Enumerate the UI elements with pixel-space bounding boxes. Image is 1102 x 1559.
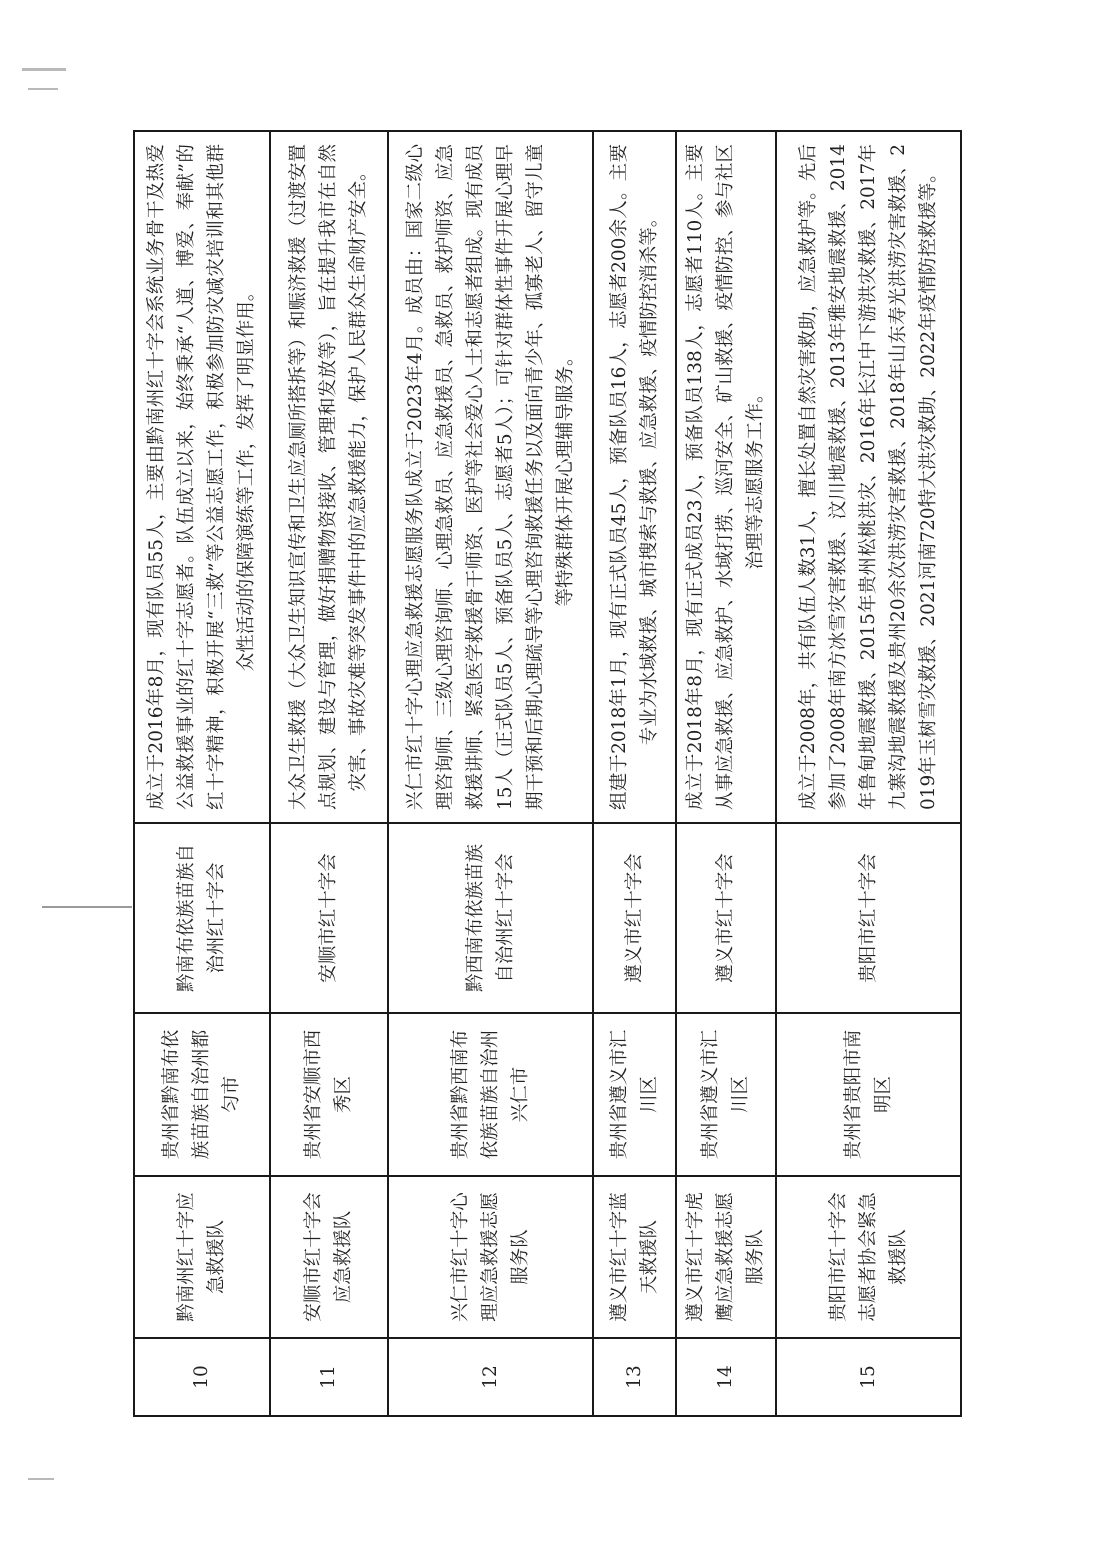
rescue-team-table bbox=[133, 130, 962, 1417]
row-number: 10 bbox=[134, 1338, 270, 1416]
team-location: 贵州省黔西南布依族苗族自治州兴仁市 bbox=[388, 1013, 593, 1176]
scan-mark-side bbox=[42, 906, 132, 908]
team-name: 黔南州红十字应急救援队 bbox=[134, 1176, 270, 1338]
team-location: 贵州省黔南布依族苗族自治州都匀市 bbox=[134, 1013, 270, 1176]
team-description: 大众卫生救援（大众卫生知识宣传和卫生应急厕所搭拆等）和赈济救援（过渡安置点规划、建设与管理，做好捐赠物资接收、管理和发放等），旨在提升我市在自然灾害、事故灾难等突发事件中的应急救援能力，保护人民群众生命财产安全。 bbox=[270, 131, 388, 823]
row-number: 14 bbox=[676, 1338, 776, 1416]
scan-mark-left bbox=[28, 88, 58, 90]
team-name: 兴仁市红十字心理应急救援志愿服务队 bbox=[388, 1176, 593, 1338]
supervising-organization: 贵阳市红十字会 bbox=[776, 823, 961, 1013]
team-name: 安顺市红十字会应急救援队 bbox=[270, 1176, 388, 1338]
supervising-organization: 黔南布依族苗族自治州红十字会 bbox=[134, 823, 270, 1013]
table-row bbox=[134, 131, 270, 1416]
team-name: 遵义市红十字虎鹰应急救援志愿服务队 bbox=[676, 1176, 776, 1338]
team-location: 贵州省遵义市汇川区 bbox=[593, 1013, 676, 1176]
row-number: 15 bbox=[776, 1338, 961, 1416]
supervising-organization: 黔西南布依族苗族自治州红十字会 bbox=[388, 823, 593, 1013]
team-description: 组建于2018年1月，现有正式队员45人，预备队员16人，志愿者200余人。主要专业为水域救援、城市搜索与救援、应急救援、疫情防控消杀等。 bbox=[593, 131, 676, 823]
team-description: 兴仁市红十字心理应急救援志愿服务队成立于2023年4月。成员由：国家二级心理咨询师、三级心理咨询师、心理急救员、应急救援员、急救员、救护师资、应急救援讲师、紧急医学救援骨干师资、医护等社会爱心人士和志愿者组成。现有成员15人（正式队员5人、预备队员5人、志愿者5人）；可针对群体性事件开展心理早期干预和后期心理疏导等心理咨询救援任务以及面向青少年、孤寡老人、留守儿童等特殊群体开展心理辅导服务。 bbox=[388, 131, 593, 823]
team-description: 成立于2016年8月，现有队员55人，主要由黔南州红十字会系统业务骨干及热爱公益救援事业的红十字志愿者。队伍成立以来，始终秉承“人道、博爱、奉献”的红十字精神，积极开展“三救”等公益志愿工作，积极参加防灾减灾培训和其他群众性活动的保障演练等工作，发挥了明显作用。 bbox=[134, 131, 270, 823]
supervising-organization: 安顺市红十字会 bbox=[270, 823, 388, 1013]
table-row bbox=[593, 131, 676, 1416]
scan-mark-top-left bbox=[22, 68, 66, 71]
team-description: 成立于2018年8月，现有正式成员23人，预备队员138人，志愿者110人。主要从事应急救援、应急救护、水域打捞、巡河安全、矿山救援、疫情防控、参与社区治理等志愿服务工作。 bbox=[676, 131, 776, 823]
row-number: 12 bbox=[388, 1338, 593, 1416]
team-name: 贵阳市红十字会志愿者协会紧急救援队 bbox=[776, 1176, 961, 1338]
supervising-organization: 遵义市红十字会 bbox=[593, 823, 676, 1013]
table-row bbox=[388, 131, 593, 1416]
rotated-table-sheet bbox=[133, 132, 945, 1417]
scan-mark-bottom bbox=[28, 1478, 54, 1480]
team-location: 贵州省遵义市汇川区 bbox=[676, 1013, 776, 1176]
supervising-organization: 遵义市红十字会 bbox=[676, 823, 776, 1013]
table-row bbox=[270, 131, 388, 1416]
row-number: 13 bbox=[593, 1338, 676, 1416]
team-location: 贵州省贵阳市南明区 bbox=[776, 1013, 961, 1176]
team-name: 遵义市红十字蓝天救援队 bbox=[593, 1176, 676, 1338]
team-location: 贵州省安顺市西秀区 bbox=[270, 1013, 388, 1176]
row-number: 11 bbox=[270, 1338, 388, 1416]
team-description: 成立于2008年，共有队伍人数31人，擅长处置自然灾害救助，应急救护等。先后参加了2008年南方冰雪灾害救援、汶川地震救援、2013年雅安地震救援、2014年鲁甸地震救援、2015年贵州松桃洪灾、2016年长江中下游洪灾救援、2017年九寨沟地震救援及贵州20余次洪涝灾害救援、2018年山东寿光洪涝灾害救援、2019年玉树雪灾救援、2021河南720特大洪灾救助、2022年疫情防控救援等。 bbox=[776, 131, 961, 823]
table-row bbox=[776, 131, 961, 1416]
table-row bbox=[676, 131, 776, 1416]
